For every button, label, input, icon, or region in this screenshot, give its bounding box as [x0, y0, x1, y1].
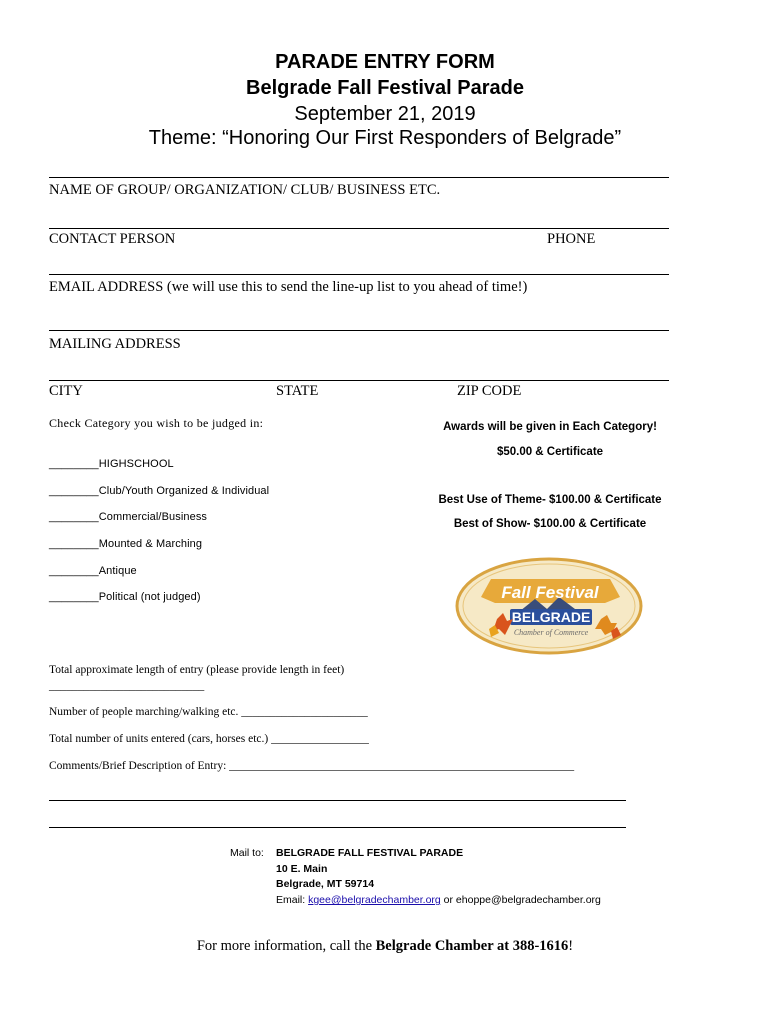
mail-email-line	[276, 894, 601, 906]
group-name-line[interactable]	[49, 177, 669, 178]
logo-oval	[457, 559, 641, 653]
zip-label: ZIP CODE	[457, 383, 522, 399]
email-link[interactable]: kgee@belgradechamber.org	[308, 894, 441, 906]
category-item[interactable]	[49, 538, 202, 550]
people-question[interactable]: Number of people marching/walking etc. ______________________	[49, 706, 368, 718]
email-alt: or ehoppe@belgradechamber.org	[440, 894, 601, 906]
award-best-show: Best of Show- $100.00 & Certificate	[453, 518, 647, 530]
category-item[interactable]	[49, 591, 201, 603]
category-item[interactable]	[49, 511, 207, 523]
footer-info	[0, 938, 770, 955]
category-label: Club/Youth Organized & Individual	[98, 485, 270, 497]
footer-prefix: For more information, call the	[196, 938, 376, 954]
award-best-theme: Best Use of Theme- $100.00 & Certificate	[438, 494, 662, 506]
category-label: HIGHSCHOOL	[98, 458, 174, 470]
email-label: EMAIL ADDRESS (we will use this to send the line-up list to you ahead of time!)	[49, 279, 528, 295]
mail-address-line3: Belgrade, MT 59714	[276, 878, 375, 890]
category-blank[interactable]: ________	[49, 591, 99, 603]
comments-line[interactable]	[49, 800, 626, 801]
mail-to-label: Mail to:	[230, 847, 264, 859]
phone-label: PHONE	[547, 231, 596, 247]
logo-banner-text: Fall Festival	[501, 583, 599, 602]
category-label: Commercial/Business	[98, 511, 208, 523]
category-prompt: Check Category you wish to be judged in:	[49, 416, 264, 430]
footer-suffix: !	[568, 938, 574, 954]
category-item[interactable]	[49, 485, 269, 497]
comments-question[interactable]: Comments/Brief Description of Entry: ____________________________________________________________	[49, 760, 575, 772]
mail-address-line2: 10 E. Main	[276, 863, 328, 875]
category-label: Mounted & Marching	[98, 538, 203, 550]
logo-name-text: BELGRADE	[511, 609, 591, 625]
comments-line[interactable]	[49, 827, 626, 828]
category-blank[interactable]: ________	[49, 538, 99, 550]
mailing-address-line[interactable]	[49, 330, 669, 331]
group-name-label: NAME OF GROUP/ ORGANIZATION/ CLUB/ BUSINESS ETC.	[49, 182, 441, 198]
award-each: $50.00 & Certificate	[496, 446, 604, 458]
logo-sub-text: Chamber of Commerce	[513, 628, 589, 637]
length-question: Total approximate length of entry (please provide length in feet)	[49, 664, 345, 676]
fall-festival-logo	[455, 557, 643, 655]
event-theme: Theme: “Honoring Our First Responders of Belgrade”	[148, 127, 622, 149]
state-label: STATE	[276, 383, 319, 399]
mailing-address-label: MAILING ADDRESS	[49, 336, 181, 352]
category-blank[interactable]: ________	[49, 565, 99, 577]
awards-heading: Awards will be given in Each Category!	[443, 421, 657, 433]
category-blank[interactable]: ________	[49, 511, 99, 523]
contact-line[interactable]	[49, 228, 669, 229]
event-date: September 21, 2019	[294, 103, 476, 125]
category-item[interactable]	[49, 458, 174, 470]
email-line[interactable]	[49, 274, 669, 275]
category-label: Antique	[98, 565, 137, 577]
category-item[interactable]	[49, 565, 137, 577]
category-label: Political (not judged)	[98, 591, 201, 603]
logo-graphic	[455, 557, 643, 655]
footer-phone: Belgrade Chamber at 388-1616	[375, 938, 569, 954]
form-title: PARADE ENTRY FORM	[275, 51, 495, 73]
category-blank[interactable]: ________	[49, 485, 99, 497]
event-name: Belgrade Fall Festival Parade	[246, 77, 524, 99]
category-blank[interactable]: ________	[49, 458, 99, 470]
mail-address-line1: BELGRADE FALL FESTIVAL PARADE	[276, 847, 464, 859]
contact-person-label: CONTACT PERSON	[49, 231, 176, 247]
city-label: CITY	[49, 383, 83, 399]
email-prefix: Email:	[276, 894, 309, 906]
length-answer-line[interactable]: ___________________________	[49, 680, 205, 692]
city-state-zip-line[interactable]	[49, 380, 669, 381]
units-question[interactable]: Total number of units entered (cars, horses etc.) _________________	[49, 733, 369, 745]
